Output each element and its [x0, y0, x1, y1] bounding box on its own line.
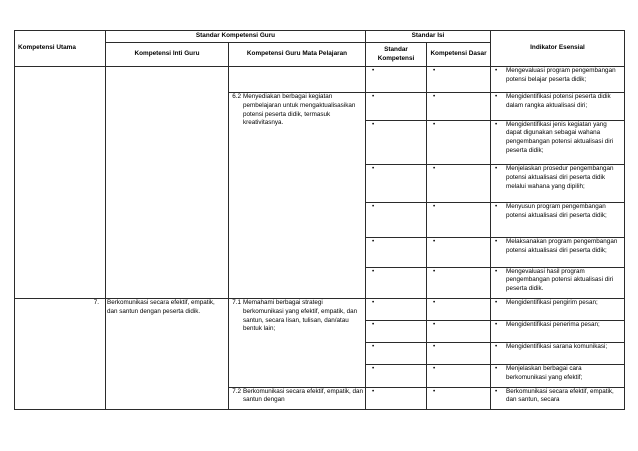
bullet: • [495, 342, 498, 350]
bullet: • [372, 342, 375, 350]
bullet: • [372, 238, 375, 246]
bullet: • [495, 365, 498, 373]
header-kompetensi-utama: Kompetensi Utama [15, 31, 106, 67]
bullet: • [495, 93, 498, 101]
bullet: • [433, 342, 436, 350]
bullet: • [433, 299, 436, 307]
bullet: • [495, 165, 498, 173]
bullet: • [495, 299, 498, 307]
header-standar-kompetensi: Standar Kompetensi [366, 43, 427, 67]
header-indikator-esensial: Indikator Esensial [491, 31, 625, 67]
indikator-text: Berkomunikasi secara efektif, empatik, dan santun, secara [506, 387, 614, 404]
kompetensi-6-2-cell [229, 93, 366, 299]
table-row [15, 67, 625, 93]
header-kompetensi-inti-guru: Kompetensi Inti Guru [106, 43, 229, 67]
bullet: • [433, 387, 436, 395]
kompetensi-7-2-cell [229, 387, 366, 409]
indikator-text: Mengidentifikasi pengirim pesan; [506, 299, 598, 307]
bullet: • [433, 238, 436, 246]
kompetensi-number: 7.1 [232, 299, 241, 307]
bullet: • [495, 267, 498, 275]
bullet: • [433, 93, 436, 101]
bullet: • [433, 320, 436, 328]
bullet: • [433, 202, 436, 210]
indikator-text: Mengevaluasi program pengembangan potensi belajar peserta didik; [506, 67, 616, 83]
kompetensi-text: Memahami berbagai strategi berkomunikasi yang efektif, empatik, dan santun, secara lisan, tulisan, dan/atau bentuk lain; [243, 299, 358, 333]
bullet: • [372, 67, 375, 74]
bullet: • [433, 120, 436, 128]
empty-cell [15, 67, 106, 299]
competency-table [14, 30, 625, 410]
bullet: • [372, 365, 375, 373]
header-standar-kompetensi-guru: Standar Kompetensi Guru [106, 31, 366, 43]
bullet: • [372, 387, 375, 395]
bullet: • [433, 365, 436, 373]
empty-cell [229, 67, 366, 93]
empty-cell [106, 67, 229, 299]
bullet: • [495, 120, 498, 128]
indikator-text: Menyusun program pengembangan potensi aktualisasi diri peserta didik; [506, 202, 607, 219]
kompetensi-number: 6.2 [232, 93, 241, 101]
header-kompetensi-dasar: Kompetensi Dasar [427, 43, 491, 67]
table-row [15, 299, 625, 320]
kompetensi-text: Menyediakan berbagai kegiatan pembelajaran untuk mengaktualisasikan potensi peserta didik, termasuk kreativitasnya. [243, 93, 356, 127]
header-kompetensi-guru-mapel: Kompetensi Guru Mata Pelajaran [229, 43, 366, 67]
bullet: • [372, 93, 375, 101]
bullet: • [372, 299, 375, 307]
kompetensi-number-7: 7. [15, 299, 106, 410]
indikator-text: Mengevaluasi hasil program pengembangan potensi aktualisasi diri peserta didik. [506, 267, 614, 293]
bullet: • [372, 202, 375, 210]
bullet: • [372, 320, 375, 328]
kompetensi-number: 7.2 [232, 387, 241, 395]
indikator-text: Menjelaskan berbagai cara berkomunikasi yang efektif; [506, 365, 583, 381]
bullet: • [495, 238, 498, 246]
indikator-text: Mengidentifikasi jenis kegiatan yang dapat digunakan sebagai wahana pengembangan potensi aktualisasi diri peserta didik; [506, 120, 614, 154]
indikator-text: Mengidentifikasi penerima pesan; [506, 320, 600, 328]
kompetensi-7-1-cell [229, 299, 366, 387]
kompetensi-text: Berkomunikasi secara efektif, empatik, dan santun dengan [243, 387, 364, 404]
bullet: • [495, 387, 498, 395]
header-standar-isi: Standar Isi [366, 31, 491, 43]
indikator-text: Melaksanakan program pengembangan potensi aktualisasi diri peserta didik; [506, 238, 618, 255]
indikator-text: Mengidentifikasi sarana komunikasi; [506, 342, 608, 350]
bullet: • [372, 120, 375, 128]
bullet: • [495, 320, 498, 328]
kompetensi-inti-7-cell: Berkomunikasi secara efektif, empatik, dan santun dengan peserta didik. [106, 299, 229, 410]
bullet: • [433, 165, 436, 173]
bullet: • [495, 67, 498, 74]
indikator-text: Menjelaskan prosedur pengembangan potensi aktualisasi diri peserta didik melalui wahana yang dipilih; [506, 165, 614, 190]
bullet: • [372, 165, 375, 173]
bullet: • [433, 267, 436, 275]
bullet: • [495, 202, 498, 210]
bullet: • [433, 67, 436, 74]
indikator-text: Mengidentifikasi potensi peserta didik dalam rangka aktualisasi diri; [506, 93, 611, 109]
bullet: • [372, 267, 375, 275]
